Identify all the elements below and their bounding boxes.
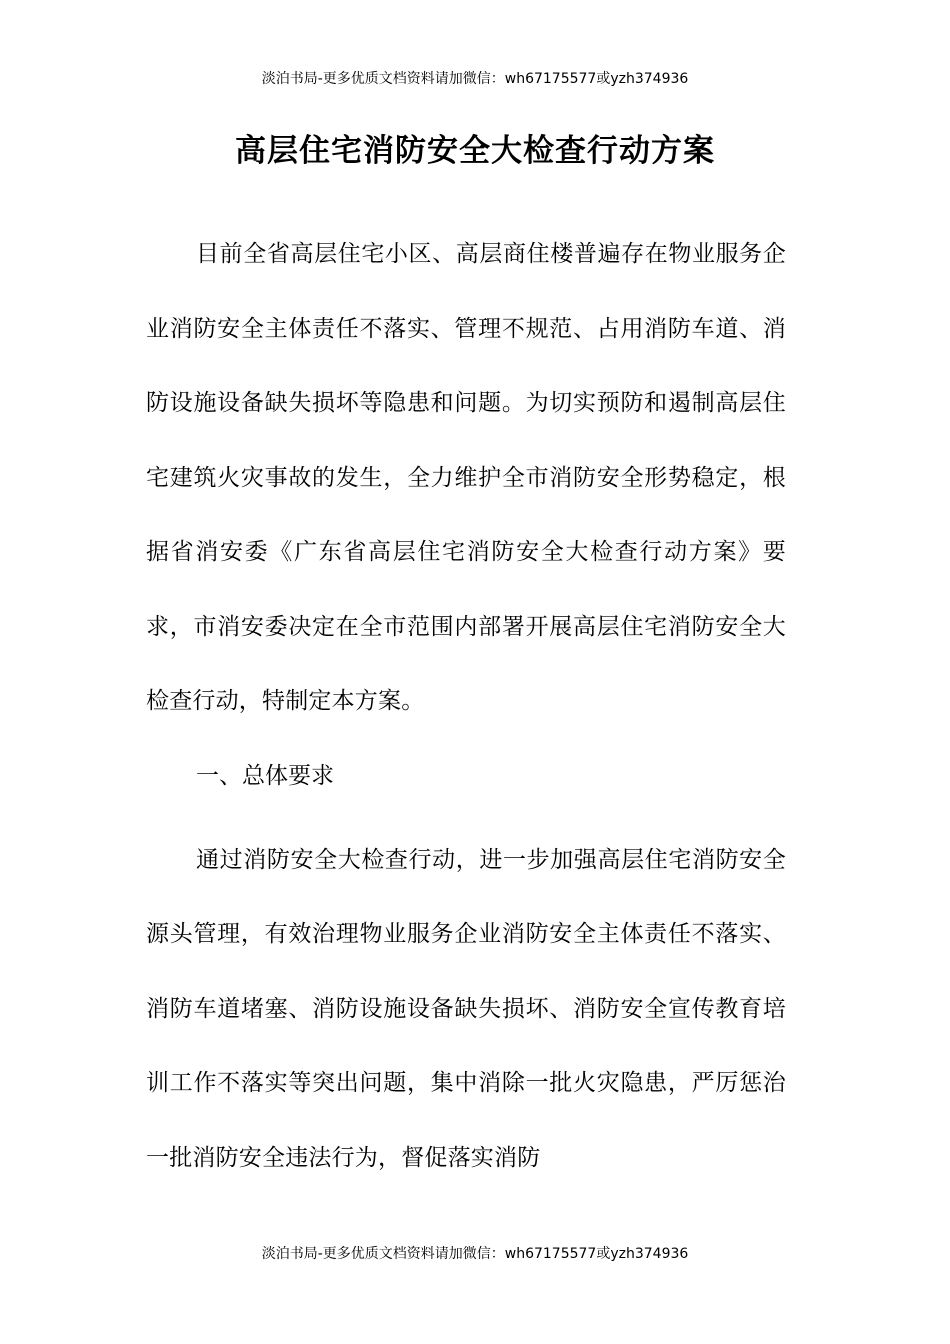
document-body <box>146 217 786 1195</box>
section-heading-general-requirements: 一、总体要求 <box>196 762 334 789</box>
intro-paragraph: 目前全省高层住宅小区、高层商住楼普遍存在物业服务企业消防安全主体责任不落实、管理不规范、占用消防车道、消防设施设备缺失损坏等隐患和问题。为切实预防和遏制高层住宅建筑火灾事故的发生，全力维护全市消防安全形势稳定，根据省消安委《广东省高层住宅消防安全大检查行动方案》要求，市消安委决定在全市范围内部署开展高层住宅消防安全大检查行动，特制定本方案。 <box>146 241 786 714</box>
footer-watermark-note: 淡泊书局-更多优质文档资料请加微信：wh67175577或yzh374936 <box>261 1246 689 1262</box>
section-1-paragraph: 通过消防安全大检查行动，进一步加强高层住宅消防安全源头管理，有效治理物业服务企业消防安全主体责任不落实、消防车道堵塞、消防设施设备缺失损坏、消防安全宣传教育培训工作不落实等突出问题，集中消除一批火灾隐患，严厉惩治一批消防安全违法行为，督促落实消防 <box>146 846 786 1171</box>
document-title: 高层住宅消防安全大检查行动方案 <box>235 133 715 169</box>
header-watermark-note: 淡泊书局-更多优质文档资料请加微信：wh67175577或yzh374936 <box>261 71 689 87</box>
